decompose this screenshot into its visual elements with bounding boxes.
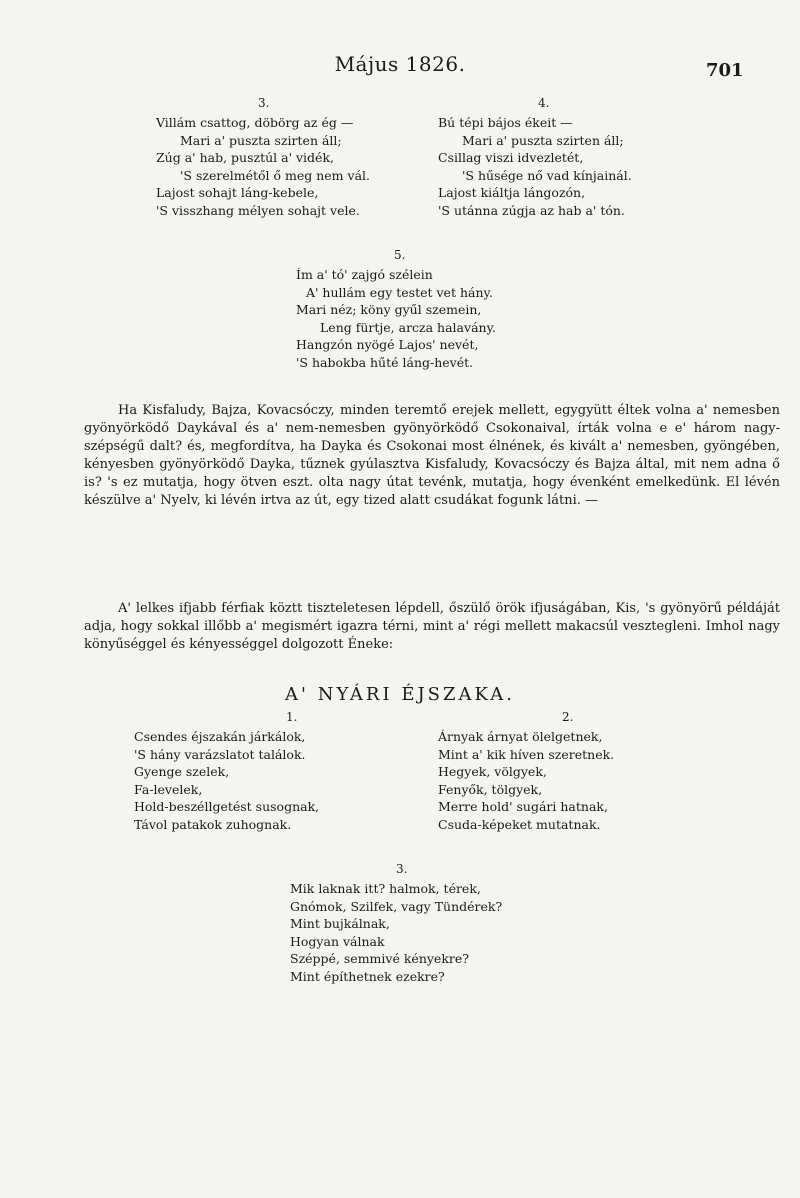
verse-line: 'S szerelmétől ő meg nem vál. — [180, 167, 370, 183]
verse-line: Csillag viszi idvezletét, — [438, 150, 584, 166]
verse-line: Mint építhetnek ezekre? — [290, 968, 445, 984]
verse-line: Csendes éjszakán járkálok, — [134, 729, 306, 744]
verse-line: Mint bujkálnak, — [290, 916, 390, 932]
verse-line: Csuda-képeket mutatnak. — [438, 816, 601, 832]
verse-line: Mari a' puszta szirten áll; — [180, 132, 342, 148]
verse-line: 'S visszhang mélyen sohajt vele. — [156, 202, 360, 218]
poem2-stanza2 — [438, 728, 614, 834]
verse-line: Széppé, semmivé kényekre? — [290, 951, 469, 967]
verse-line: 'S hűsége nő vad kínjainál. — [462, 167, 632, 183]
verse-line: Gnómok, Szilfek, vagy Tündérek? — [290, 898, 503, 914]
poem1-stanza5 — [296, 266, 496, 372]
stanza-number: 4. — [538, 96, 550, 110]
verse-line: Gyenge szelek, — [134, 764, 230, 780]
poem1-stanza4 — [438, 114, 632, 220]
verse-line: Mari néz; köny gyűl szemein, — [296, 302, 482, 318]
poem-title: A' NYÁRI ÉJSZAKA. — [285, 684, 515, 705]
verse-line: Fenyők, tölgyek, — [438, 781, 543, 797]
verse-line: Mint a' kik híven szeretnek. — [438, 746, 615, 762]
verse-line: Zúg a' hab, pusztúl a' vidék, — [156, 150, 334, 166]
poem2-stanza1 — [134, 728, 319, 834]
verse-line: Mik laknak itt? halmok, térek, — [290, 881, 481, 896]
verse-line: Hold-beszéllgetést susognak, — [134, 799, 320, 815]
stanza-number: 3. — [258, 96, 270, 110]
prose-block-2 — [84, 600, 780, 654]
stanza-number: 2. — [562, 710, 574, 724]
verse-line: Lajost sohajt láng-kebele, — [156, 185, 319, 201]
verse-line: Hogyan válnak — [290, 933, 385, 949]
stanza-number: 3. — [396, 862, 408, 876]
verse-line: Bú tépi bájos ékeit — — [438, 115, 573, 130]
poem2-stanza3 — [290, 880, 502, 986]
verse-line: A' hullám egy testet vet hány. — [306, 284, 493, 300]
stanza-number: 5. — [394, 248, 406, 262]
verse-line: Ím a' tó' zajgó szélein — [296, 267, 433, 282]
prose-block-1 — [84, 402, 780, 510]
poem1-stanza3 — [156, 114, 370, 220]
verse-line: Merre hold' sugári hatnak, — [438, 799, 608, 815]
stanza-number: 1. — [286, 710, 298, 724]
page-header-title: Május 1826. — [334, 52, 466, 76]
verse-line: Lajost kiáltja lángozón, — [438, 185, 586, 201]
verse-line: Mari a' puszta szirten áll; — [462, 132, 624, 148]
verse-line: Leng fürtje, arcza halavány. — [320, 319, 496, 335]
verse-line: Villám csattog, döbörg az ég — — [156, 115, 354, 130]
prose-paragraph: A' lelkes ifjabb férfiak köztt tiszteletesen lépdell, őszülő örök ifjuságában, Kis, 's gyönyörű példáját adja, hogy sokkal illőbb a' megismért igazra térni, mint a' régi mellett makacsúl vesztegleni. Imhol nagy könyűséggel és kényességgel dolgozott Éneke: — [84, 601, 780, 652]
verse-line: Távol patakok zuhognak. — [134, 816, 292, 832]
verse-line: Hegyek, völgyek, — [438, 764, 547, 780]
verse-line: Hangzón nyögé Lajos' nevét, — [296, 337, 479, 353]
prose-paragraph: Ha Kisfaludy, Bajza, Kovacsóczy, minden teremtő erejek mellett, egygyütt éltek volna a' nemesben gyönyörködő Daykával és a' nem-nemesben gyönyörködő Csokonaival, írták volna e e' három nagy-szépségű dalt? és, megfordítva, ha Dayka és Csokonai most élnének, és kivált a' nemesben, gyöngében, kényesben gyönyörködő Dayka, tűznek gyúlasztva Kisfaludy, Kovacsóczy és Bajza által, mit nem adna ő is? 's ez mutatja, hogy ötven eszt. olta nagy útat tevénk, mutatja, hogy évenként emelkedünk. El lévén készülve a' Nyelv, ki lévén irtva az út, egy tized alatt csudákat fogunk látni. — — [84, 403, 780, 508]
verse-line: 'S hány varázslatot találok. — [134, 746, 306, 762]
verse-line: 'S utánna zúgja az hab a' tón. — [438, 202, 625, 218]
page-number: 701 — [706, 60, 744, 81]
verse-line: Fa-levelek, — [134, 781, 203, 797]
verse-line: Árnyak árnyat ölelgetnek, — [438, 729, 603, 744]
verse-line: 'S habokba hűté láng-hevét. — [296, 354, 474, 370]
